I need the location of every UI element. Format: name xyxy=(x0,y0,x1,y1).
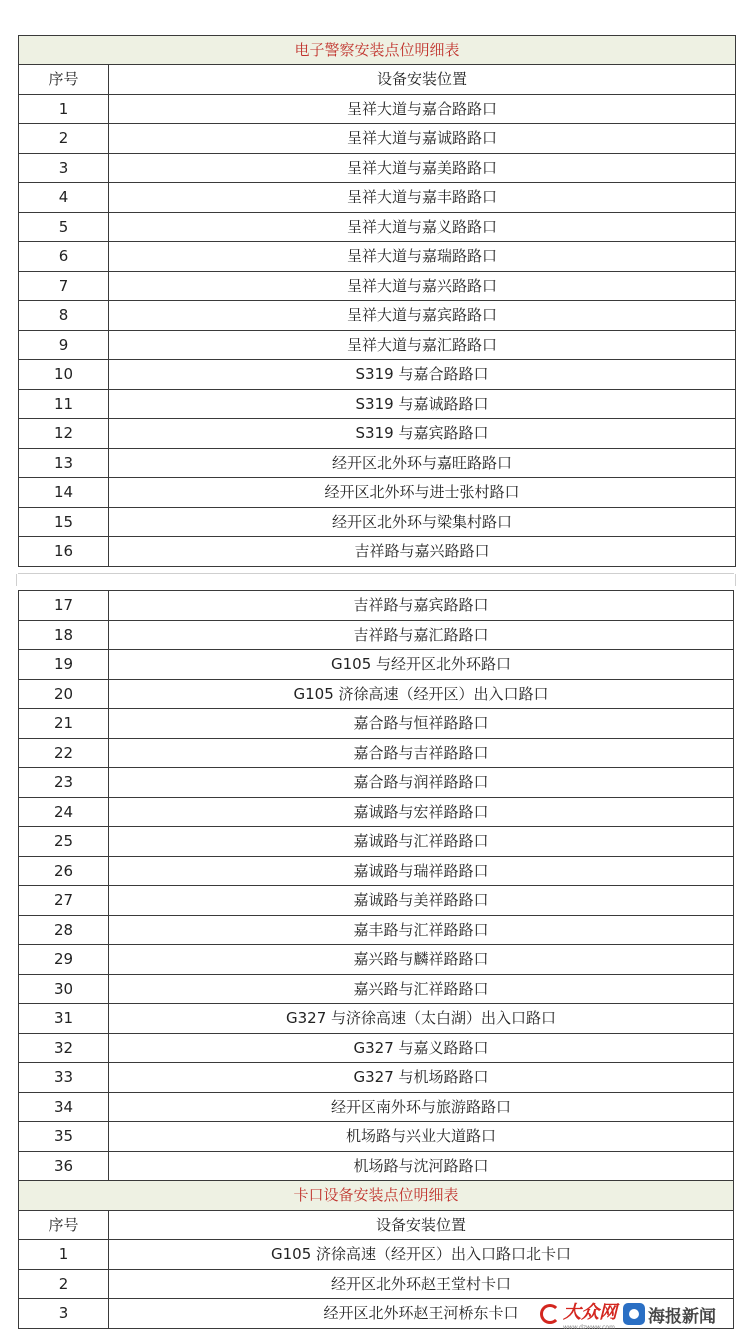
row-location: 经开区北外环与梁集村路口 xyxy=(109,507,736,537)
table-row xyxy=(19,153,736,183)
row-seq: 27 xyxy=(19,886,109,916)
row-location: 嘉合路与恒祥路路口 xyxy=(109,709,734,739)
row-seq: 8 xyxy=(19,301,109,331)
row-location: 呈祥大道与嘉兴路路口 xyxy=(109,271,736,301)
row-seq: 2 xyxy=(19,124,109,154)
table-row xyxy=(19,620,734,650)
row-location: 嘉诚路与汇祥路路口 xyxy=(109,827,734,857)
row-location: 呈祥大道与嘉合路路口 xyxy=(109,94,736,124)
row-location: S319 与嘉宾路路口 xyxy=(109,419,736,449)
table-row xyxy=(19,360,736,390)
table-row xyxy=(19,419,736,449)
table-row xyxy=(19,738,734,768)
table-row xyxy=(19,212,736,242)
row-location: 经开区北外环与进士张村路口 xyxy=(109,478,736,508)
table-row xyxy=(19,389,736,419)
row-seq: 13 xyxy=(19,448,109,478)
row-location: 呈祥大道与嘉宾路路口 xyxy=(109,301,736,331)
haibao-logo-icon xyxy=(623,1303,645,1325)
checkpoint-header-seq: 序号 xyxy=(19,1210,109,1240)
row-seq: 29 xyxy=(19,945,109,975)
row-seq: 9 xyxy=(19,330,109,360)
row-seq: 26 xyxy=(19,856,109,886)
table-row xyxy=(19,1269,734,1299)
electronic-police-table-part2 xyxy=(18,590,734,1329)
checkpoint-header-location: 设备安装位置 xyxy=(109,1210,734,1240)
header-seq: 序号 xyxy=(19,65,109,95)
table-row xyxy=(19,945,734,975)
table-row xyxy=(19,650,734,680)
row-location: 嘉诚路与美祥路路口 xyxy=(109,886,734,916)
row-location: G105 与经开区北外环路口 xyxy=(109,650,734,680)
row-location: 经开区北外环赵王堂村卡口 xyxy=(109,1269,734,1299)
row-seq: 1 xyxy=(19,1240,109,1270)
table-row xyxy=(19,1063,734,1093)
row-seq: 22 xyxy=(19,738,109,768)
row-seq: 32 xyxy=(19,1033,109,1063)
row-location: S319 与嘉诚路路口 xyxy=(109,389,736,419)
row-location: 嘉丰路与汇祥路路口 xyxy=(109,915,734,945)
row-location: 经开区南外环与旅游路路口 xyxy=(109,1092,734,1122)
table-row xyxy=(19,915,734,945)
table-row xyxy=(19,242,736,272)
table-row xyxy=(19,478,736,508)
row-location: 机场路与沈河路路口 xyxy=(109,1151,734,1181)
checkpoint-table-title-row xyxy=(19,1181,734,1211)
table-title: 电子警察安装点位明细表 xyxy=(19,36,736,65)
table-row xyxy=(19,1033,734,1063)
row-location: 嘉兴路与麟祥路路口 xyxy=(109,945,734,975)
row-seq: 5 xyxy=(19,212,109,242)
row-seq: 28 xyxy=(19,915,109,945)
table-title-row xyxy=(19,36,736,65)
row-seq: 12 xyxy=(19,419,109,449)
table-row xyxy=(19,507,736,537)
table-row xyxy=(19,448,736,478)
row-seq: 10 xyxy=(19,360,109,390)
row-seq: 34 xyxy=(19,1092,109,1122)
table-row xyxy=(19,856,734,886)
row-seq: 23 xyxy=(19,768,109,798)
table-row xyxy=(19,330,736,360)
dazhong-logo-text: 大众网 xyxy=(563,1301,617,1323)
row-seq: 31 xyxy=(19,1004,109,1034)
haibao-logo-text: 海报新闻 xyxy=(648,1306,716,1327)
row-location: 吉祥路与嘉兴路路口 xyxy=(109,537,736,567)
row-seq: 24 xyxy=(19,797,109,827)
table-row xyxy=(19,709,734,739)
row-seq: 17 xyxy=(19,591,109,621)
row-seq: 20 xyxy=(19,679,109,709)
row-seq: 7 xyxy=(19,271,109,301)
row-seq: 16 xyxy=(19,537,109,567)
table-row xyxy=(19,537,736,567)
table-row xyxy=(19,591,734,621)
table-row xyxy=(19,301,736,331)
row-location: G327 与嘉义路路口 xyxy=(109,1033,734,1063)
row-seq: 1 xyxy=(19,94,109,124)
table-row xyxy=(19,768,734,798)
table-row xyxy=(19,1004,734,1034)
checkpoint-header-row xyxy=(19,1210,734,1240)
row-location: G105 济徐高速（经开区）出入口路口 xyxy=(109,679,734,709)
table-row xyxy=(19,94,736,124)
table-row xyxy=(19,183,736,213)
row-location: G327 与济徐高速（太白湖）出入口路口 xyxy=(109,1004,734,1034)
row-location: 嘉诚路与瑞祥路路口 xyxy=(109,856,734,886)
page-break xyxy=(18,573,734,588)
row-location: S319 与嘉合路路口 xyxy=(109,360,736,390)
table-row xyxy=(19,1092,734,1122)
dazhong-logo-sub: www.dzwww.com xyxy=(563,1323,615,1331)
swirl-logo-icon xyxy=(540,1304,560,1324)
row-location: 嘉兴路与汇祥路路口 xyxy=(109,974,734,1004)
row-seq: 18 xyxy=(19,620,109,650)
row-seq: 6 xyxy=(19,242,109,272)
row-location: 吉祥路与嘉汇路路口 xyxy=(109,620,734,650)
row-location: 呈祥大道与嘉丰路路口 xyxy=(109,183,736,213)
row-seq: 30 xyxy=(19,974,109,1004)
row-seq: 25 xyxy=(19,827,109,857)
row-location: G327 与机场路路口 xyxy=(109,1063,734,1093)
row-location: 呈祥大道与嘉义路路口 xyxy=(109,212,736,242)
row-seq: 3 xyxy=(19,153,109,183)
row-location: 经开区北外环与嘉旺路路口 xyxy=(109,448,736,478)
electronic-police-table-part1 xyxy=(18,35,736,567)
row-location: 嘉合路与吉祥路路口 xyxy=(109,738,734,768)
table-row xyxy=(19,827,734,857)
row-seq: 19 xyxy=(19,650,109,680)
row-location: 嘉合路与润祥路路口 xyxy=(109,768,734,798)
header-location: 设备安装位置 xyxy=(109,65,736,95)
table-row xyxy=(19,886,734,916)
table-row xyxy=(19,797,734,827)
table-row xyxy=(19,1240,734,1270)
row-seq: 21 xyxy=(19,709,109,739)
row-location: 机场路与兴业大道路口 xyxy=(109,1122,734,1152)
row-seq: 36 xyxy=(19,1151,109,1181)
row-seq: 14 xyxy=(19,478,109,508)
checkpoint-table-title: 卡口设备安装点位明细表 xyxy=(19,1181,734,1211)
row-seq: 15 xyxy=(19,507,109,537)
table-row xyxy=(19,1151,734,1181)
row-seq: 3 xyxy=(19,1299,109,1329)
row-location: 嘉诚路与宏祥路路口 xyxy=(109,797,734,827)
table-row xyxy=(19,271,736,301)
row-location: G105 济徐高速（经开区）出入口路口北卡口 xyxy=(109,1240,734,1270)
row-seq: 35 xyxy=(19,1122,109,1152)
row-location: 呈祥大道与嘉汇路路口 xyxy=(109,330,736,360)
row-seq: 11 xyxy=(19,389,109,419)
table-row xyxy=(19,974,734,1004)
table-row xyxy=(19,679,734,709)
table-row xyxy=(19,1122,734,1152)
table-header-row xyxy=(19,65,736,95)
table-row xyxy=(19,124,736,154)
row-seq: 2 xyxy=(19,1269,109,1299)
row-location: 呈祥大道与嘉美路路口 xyxy=(109,153,736,183)
row-location: 吉祥路与嘉宾路路口 xyxy=(109,591,734,621)
dazhong-logo xyxy=(540,1298,617,1331)
row-location: 呈祥大道与嘉瑞路路口 xyxy=(109,242,736,272)
row-seq: 4 xyxy=(19,183,109,213)
haibao-logo xyxy=(623,1302,716,1327)
row-location: 经开区北外环赵王河桥东卡口 xyxy=(109,1299,734,1329)
watermark xyxy=(540,1298,750,1330)
row-seq: 33 xyxy=(19,1063,109,1093)
row-location: 呈祥大道与嘉诚路路口 xyxy=(109,124,736,154)
